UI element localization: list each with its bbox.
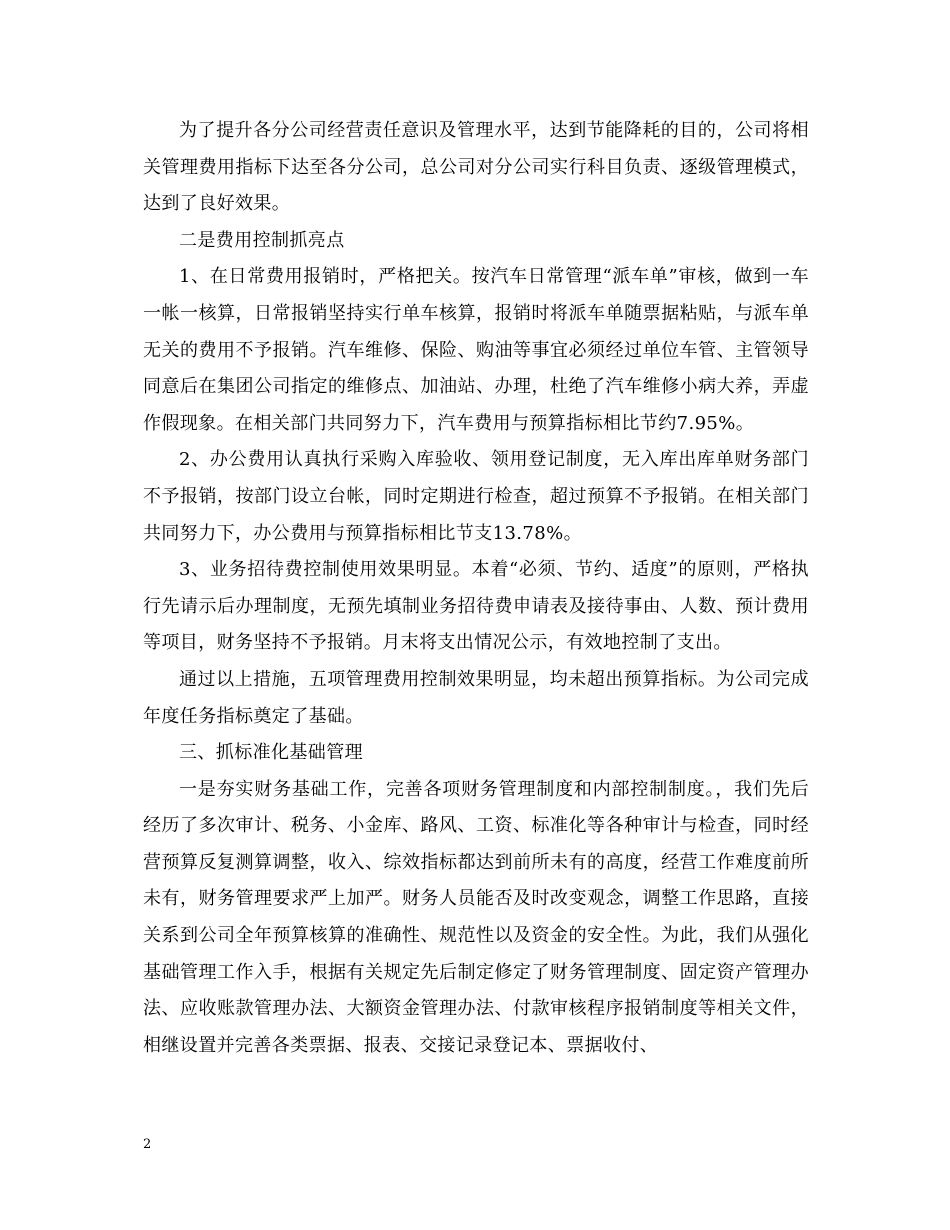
heading-standardization: 三、抓标准化基础管理 — [179, 742, 363, 764]
paragraph-measures-summary: 通过以上措施，五项管理费用控制效果明显，均未超出预算指标。为公司完成年度任务指标奠定了基础。 — [143, 668, 809, 727]
paragraph-financial-foundation: 一是夯实财务基础工作，完善各项财务管理制度和内部控制制度。，我们先后经历了多次审计、税务、小金库、路风、工资、标准化等各种审计与检查，同时经营预算反复测算调整，收入、综效指标都达到前所未有的高度，经营工作难度前所未有，财务管理要求严上加严。财务人员能否及时改变观念，调整工作思路，直接关系到公司全年预算核算的准确性、规范性以及资金的安全性。为此，我们从强化基础管理工作入手，根据有关规定先后制定修定了财务管理制度、固定资产管理办法、应收账款管理办法、大额资金管理办法、付款审核程序报销制度等相关文件，相继设置并完善各类票据、报表、交接记录登记本、票据收付、 — [143, 778, 809, 1056]
document-body — [143, 113, 809, 1064]
page-number: 2 — [143, 1137, 152, 1152]
paragraph-vehicle-expenses: 1、在日常费用报销时，严格把关。按汽车日常管理“派车单”审核，做到一车一帐一核算，日常报销坚持实行单车核算，报销时将派车单随票据粘贴，与派车单无关的费用不予报销。汽车维修、保险、购油等事宜必须经过单位车管、主管领导同意后在集团公司指定的维修点、加油站、办理，杜绝了汽车维修小病大养，弄虚作假现象。在相关部门共同努力下，汽车费用与预算指标相比节约7.95%。 — [143, 266, 809, 434]
paragraph-office-expenses: 2、办公费用认真执行采购入库验收、领用登记制度，无入库出库单财务部门不予报销，按部门设立台帐，同时定期进行检查，超过预算不予报销。在相关部门共同努力下，办公费用与预算指标相比节支13.78%。 — [143, 449, 809, 544]
paragraph-entertainment-expenses: 3、业务招待费控制使用效果明显。本着“必须、节约、适度”的原则，严格执行先请示后办理制度，无预先填制业务招待费申请表及接待事由、人数、预计费用等项目，财务坚持不予报销。月末将支出情况公示，有效地控制了支出。 — [143, 559, 809, 654]
heading-cost-control: 二是费用控制抓亮点 — [179, 229, 345, 251]
paragraph-cost-responsibility: 为了提升各分公司经营责任意识及管理水平，达到节能降耗的目的，公司将相关管理费用指标下达至各分公司，总公司对分公司实行科目负责、逐级管理模式，达到了良好效果。 — [143, 120, 809, 215]
